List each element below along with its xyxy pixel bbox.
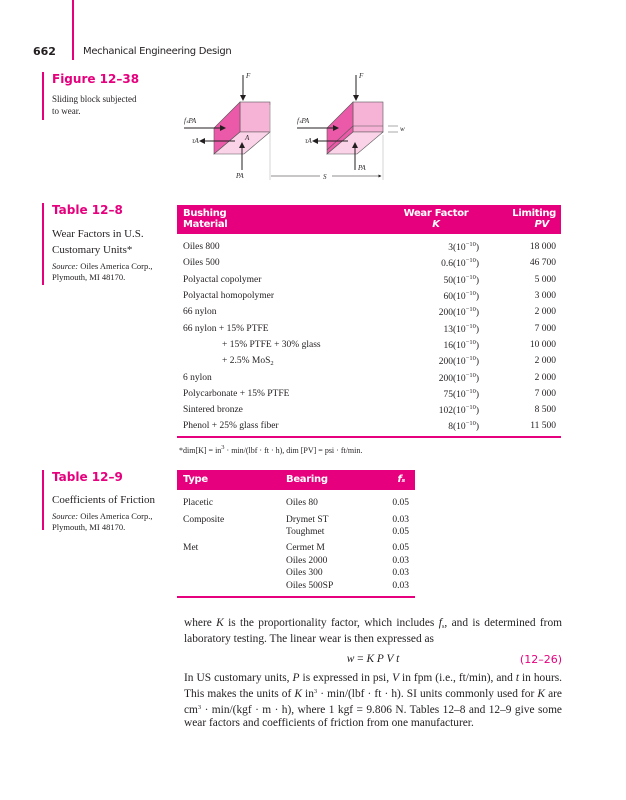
bearing-cell: Oiles 2000	[286, 555, 328, 566]
wear-factor-close: )	[475, 422, 479, 433]
header-type: Type	[183, 474, 208, 485]
table-row	[177, 337, 561, 353]
material-cell	[177, 275, 377, 285]
wear-factor-exponent: −10	[465, 387, 476, 395]
friction-force-label: fₛPA	[297, 117, 310, 125]
table-12-9-label-rule	[42, 470, 44, 530]
table-row	[177, 304, 561, 320]
material-cell	[177, 389, 377, 399]
limiting-pv-cell: 11 500	[530, 421, 556, 432]
wear-factor-exponent: −10	[465, 338, 476, 346]
wear-factor-close: )	[475, 357, 479, 368]
shear-force-label: τA	[192, 137, 199, 145]
type-cell: Placetic	[183, 498, 214, 509]
limiting-pv-cell: 8 500	[534, 405, 556, 416]
table-row	[177, 353, 561, 369]
equation-12-26	[184, 653, 562, 665]
body-paragraph-2	[184, 672, 562, 730]
table-row	[177, 579, 415, 591]
equation-number: (12–26)	[519, 653, 562, 666]
wear-factor-cell	[377, 339, 479, 351]
wear-factor-cell	[377, 274, 479, 286]
text-segment: where	[184, 617, 217, 629]
text-segment: , and is determined from laboratory testing. The linear wear is then expressed as	[184, 617, 562, 645]
page-number: 662	[33, 45, 56, 58]
sliding-block-figure	[170, 60, 430, 190]
text-segment: K	[216, 617, 224, 629]
text-segment: in	[301, 688, 314, 700]
text-segment: w	[346, 653, 355, 665]
wear-factor-exponent: −10	[465, 371, 476, 379]
wear-factor-cell	[377, 257, 479, 269]
header-wear-factor: Wear Factor K	[403, 208, 469, 230]
text-segment: in hours. This makes the units of	[184, 672, 563, 700]
text-segment: K P V t	[366, 653, 400, 665]
text-segment: · min/(lbf · ft · h). SI units commonly used for	[317, 688, 538, 700]
header-limiting-pv: Limiting PV	[512, 208, 556, 230]
limiting-pv-cell: 5 000	[534, 274, 556, 285]
wear-factor-close: )	[475, 275, 479, 286]
fs-cell: 0.05	[392, 526, 409, 537]
fs-cell: 0.03	[392, 514, 409, 525]
fs-cell: 0.03	[392, 555, 409, 566]
wear-factor-base: 200(10	[438, 357, 466, 368]
table-row	[177, 386, 561, 402]
header-fs: fₛ	[397, 474, 405, 485]
wear-factor-cell	[377, 355, 479, 367]
normal-force-label: PA	[236, 172, 244, 180]
wear-factor-cell	[377, 290, 479, 302]
limiting-pv-cell: 7 000	[534, 388, 556, 399]
limiting-pv-cell: 2 000	[534, 356, 556, 367]
material-name: Oiles 800	[183, 242, 220, 253]
wear-factor-close: )	[475, 389, 479, 400]
text-segment: is the proportionality factor, which includes	[223, 617, 439, 629]
wear-factor-exponent: −10	[465, 273, 476, 281]
table-bottom-rule	[177, 436, 561, 438]
bearing-cell: Oiles 80	[286, 498, 318, 509]
wear-factor-close: )	[475, 292, 479, 303]
table-row	[177, 402, 561, 418]
wear-factor-exponent: −10	[465, 290, 476, 298]
table-footnote: $*dim[K] = in^3 \cdot \min/(lbf$ · ft · h), dim [PV] = psi · ft/min.	[179, 443, 363, 455]
table-row	[177, 418, 561, 434]
material-cell	[177, 324, 377, 334]
table-row	[177, 542, 415, 554]
force-label: F	[359, 72, 364, 80]
table-12-9-source	[52, 511, 152, 533]
table-12-9-caption: Coefficients of Friction	[52, 494, 156, 506]
wear-factor-base: 3(10	[448, 243, 466, 254]
type-cell: Composite	[183, 514, 225, 525]
material-name: + 15% PTFE + 30% glass	[222, 339, 321, 350]
table-body	[177, 234, 561, 436]
wear-factor-close: )	[475, 373, 479, 384]
wear-factor-base: 50(10	[443, 275, 466, 286]
table-row	[177, 369, 561, 385]
material-cell	[177, 307, 377, 317]
wear-factor-cell	[377, 388, 479, 400]
wear-factor-close: )	[475, 243, 479, 254]
text-segment: P	[292, 672, 300, 684]
text-segment: t	[515, 672, 519, 684]
wear-factor-base: 102(10	[438, 406, 466, 417]
running-title: Mechanical Engineering Design	[83, 46, 232, 57]
limiting-pv-cell: 3 000	[534, 291, 556, 302]
wear-factor-cell	[377, 306, 479, 318]
wear-factor-close: )	[475, 259, 479, 270]
table-12-9-label: Table 12–9	[52, 470, 123, 484]
source-text: Plymouth, MI 48170.	[52, 522, 126, 532]
friction-force-label: fₛPA	[184, 117, 197, 125]
wear-factor-cell	[377, 323, 479, 335]
material-name: + 2.5% MoS	[222, 355, 271, 366]
material-cell	[177, 373, 377, 383]
source-text: Oiles America Corp.,	[78, 261, 153, 271]
wear-factor-cell	[377, 372, 479, 384]
material-name: 66 nylon	[183, 307, 217, 318]
material-name: Polyactal homopolymer	[183, 291, 275, 302]
wear-factor-exponent: −10	[465, 241, 476, 249]
material-subscript: 2	[270, 359, 274, 367]
wear-factor-base: 75(10	[443, 389, 466, 400]
caption-line: Wear Factors in U.S.	[52, 228, 144, 240]
text-segment: 3	[313, 688, 318, 695]
table-row	[177, 526, 415, 538]
material-name: Polycarbonate + 15% PTFE	[183, 388, 290, 399]
material-cell	[177, 421, 377, 431]
wear-factor-cell	[377, 241, 479, 253]
header-rule	[72, 0, 74, 60]
material-cell	[177, 258, 377, 268]
table-row	[177, 239, 561, 255]
wear-factor-base: 60(10	[443, 292, 466, 303]
text-segment: K	[537, 688, 545, 700]
table-12-8-label-rule	[42, 203, 44, 285]
wear-factor-base: 200(10	[438, 308, 466, 319]
material-name: Oiles 500	[183, 258, 220, 269]
text-segment: K	[294, 688, 302, 700]
limiting-pv-cell: 2 000	[534, 307, 556, 318]
wear-factor-exponent: −10	[465, 355, 476, 363]
wear-factor-close: )	[475, 324, 479, 335]
table-bottom-rule	[177, 596, 415, 598]
text-segment: In US customary units,	[184, 672, 293, 684]
figure-label: Figure 12–38	[52, 72, 140, 86]
fs-cell: 0.03	[392, 568, 409, 579]
wear-factor-base: 200(10	[438, 373, 466, 384]
table-12-9	[177, 470, 415, 598]
wear-factor-exponent: −10	[465, 306, 476, 314]
text-segment: 3	[197, 704, 202, 711]
bearing-cell: Oiles 500SP	[286, 580, 334, 591]
wear-factor-close: )	[475, 308, 479, 319]
wear-factor-base: 0.6(10	[441, 259, 466, 270]
limiting-pv-cell: 2 000	[534, 372, 556, 383]
limiting-pv-cell: 7 000	[534, 323, 556, 334]
wear-depth-label: w	[400, 125, 405, 133]
text-segment: is expressed in psi,	[299, 672, 393, 684]
caption-line: to wear.	[52, 106, 81, 116]
text-segment: in fpm (i.e., ft/min), and	[399, 672, 516, 684]
table-row	[177, 288, 561, 304]
fs-cell: 0.05	[392, 498, 409, 509]
equation-body	[184, 653, 562, 665]
table-row	[177, 255, 561, 271]
table-row	[177, 497, 415, 509]
text-segment: V	[392, 672, 400, 684]
area-label: A	[245, 134, 250, 142]
table-body	[177, 490, 415, 596]
header-bearing: Bearing	[286, 474, 328, 485]
wear-factor-cell	[377, 404, 479, 416]
table-row	[177, 513, 415, 525]
bearing-cell: Toughmet	[286, 526, 325, 537]
table-12-8-source	[52, 261, 152, 283]
material-name: Sintered bronze	[183, 405, 243, 416]
material-name: 66 nylon + 15% PTFE	[183, 323, 269, 334]
figure-label-rule	[42, 72, 44, 120]
limiting-pv-cell: 46 700	[529, 258, 556, 269]
wear-factor-close: )	[475, 340, 479, 351]
source-text: Oiles America Corp.,	[78, 511, 153, 521]
table-12-8-caption	[52, 226, 144, 258]
material-cell	[177, 242, 377, 252]
table-header	[177, 470, 415, 490]
text-segment: · min/(kgf · m · h), where 1 kgf = 9.806 N. Tables 12–8 and 12–9 give some wear factors and coefficients of friction from one manufacturer.	[184, 704, 562, 729]
bearing-cell: Cermet M	[286, 543, 325, 554]
sliding-distance-label: S	[323, 173, 327, 181]
wear-factor-base: 13(10	[443, 324, 466, 335]
wear-factor-exponent: −10	[465, 322, 476, 330]
shear-force-label: τA	[305, 137, 312, 145]
table-12-8-label: Table 12–8	[52, 203, 123, 217]
body-paragraph-1	[184, 617, 562, 646]
wear-factor-exponent: −10	[465, 420, 476, 428]
material-name: Polyactal copolymer	[183, 274, 262, 285]
limiting-pv-cell: 10 000	[529, 339, 556, 350]
caption-line: Sliding block subjected	[52, 94, 137, 104]
wear-factor-exponent: −10	[465, 257, 476, 265]
wear-factor-cell	[377, 420, 479, 432]
limiting-pv-cell: 18 000	[529, 242, 556, 253]
header-material: Bushing Material	[183, 208, 228, 230]
bearing-cell: Drymet ST	[286, 514, 329, 525]
text-segment: s	[441, 623, 445, 630]
fs-cell: 0.05	[392, 543, 409, 554]
table-row	[177, 320, 561, 336]
source-label: Source:	[52, 511, 79, 521]
table-row	[177, 272, 561, 288]
wear-factor-close: )	[475, 406, 479, 417]
material-cell	[177, 405, 377, 415]
source-text: Plymouth, MI 48170.	[52, 272, 126, 282]
force-label: F	[246, 72, 251, 80]
bearing-cell: Oiles 300	[286, 568, 323, 579]
wear-factor-base: 8(10	[448, 422, 466, 433]
table-row	[177, 555, 415, 567]
wear-factor-base: 16(10	[443, 340, 466, 351]
caption-line: Customary Units*	[52, 244, 133, 256]
source-label: Source:	[52, 261, 79, 271]
material-cell	[177, 356, 377, 367]
text-segment: are cm	[184, 688, 562, 716]
fs-cell: 0.03	[392, 580, 409, 591]
type-cell: Met	[183, 543, 199, 554]
text-segment: =	[354, 653, 367, 665]
material-name: Phenol + 25% glass fiber	[183, 421, 279, 432]
normal-force-label: PA	[358, 164, 366, 172]
table-12-8	[177, 205, 561, 455]
text-segment: f	[438, 617, 442, 629]
material-name: 6 nylon	[183, 372, 212, 383]
figure-caption	[52, 93, 137, 117]
table-row	[177, 567, 415, 579]
table-header	[177, 205, 561, 234]
material-cell	[177, 340, 377, 350]
material-cell	[177, 291, 377, 301]
wear-factor-exponent: −10	[465, 404, 476, 412]
